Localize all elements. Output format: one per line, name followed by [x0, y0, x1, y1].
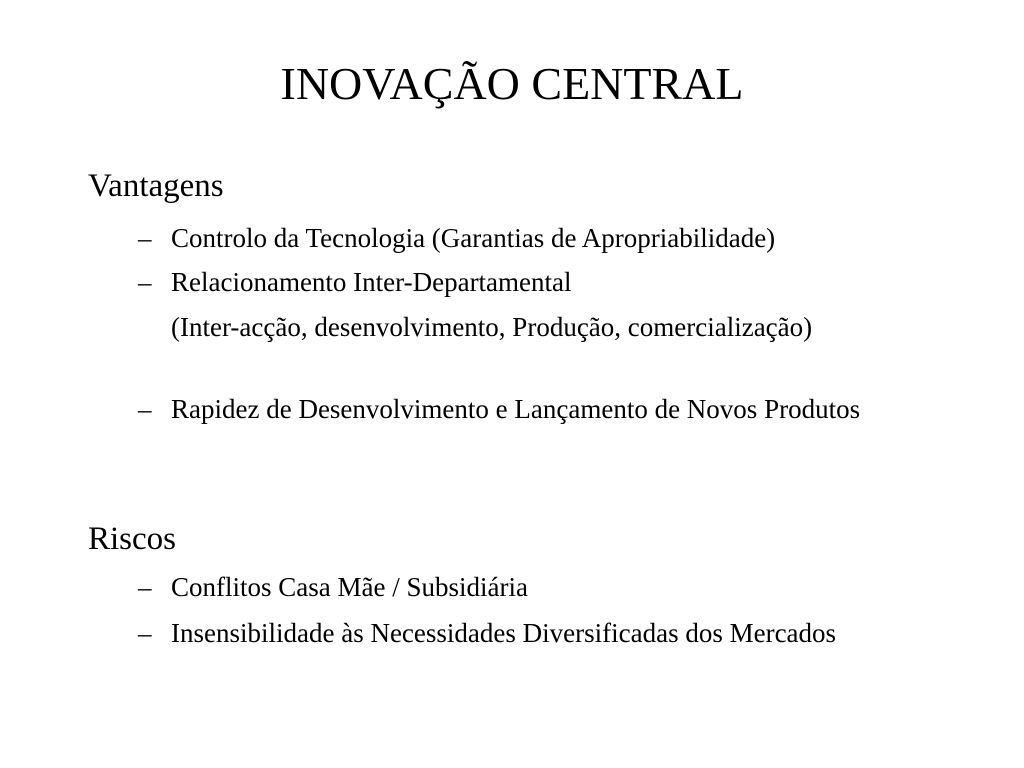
bullet-dash: –	[138, 618, 152, 648]
bullet-dash: –	[138, 394, 152, 424]
bullet-dash: –	[138, 572, 152, 602]
bullet-item	[138, 391, 968, 427]
bullet-text: Relacionamento Inter-Departamental	[171, 267, 572, 297]
bullet-item	[138, 569, 968, 605]
bullet-dash: –	[138, 223, 152, 253]
section-heading-riscos: Riscos	[88, 521, 177, 557]
bullet-continuation: (Inter-acção, desenvolvimento, Produção, comercialização)	[171, 312, 813, 342]
bullet-item	[138, 264, 968, 300]
bullet-text: Insensibilidade às Necessidades Diversificadas dos Mercados	[171, 618, 837, 648]
section-heading-vantagens: Vantagens	[88, 168, 224, 204]
bullet-text: Rapidez de Desenvolvimento e Lançamento de Novos Produtos	[171, 394, 861, 424]
bullet-dash: –	[138, 267, 152, 297]
bullet-item	[138, 615, 968, 651]
bullet-item	[138, 220, 968, 256]
bullet-text: Controlo da Tecnologia (Garantias de Apropriabilidade)	[171, 223, 776, 253]
slide-title: INOVAÇÃO CENTRAL	[280, 58, 744, 109]
bullet-text: Conflitos Casa Mãe / Subsidiária	[171, 572, 528, 602]
